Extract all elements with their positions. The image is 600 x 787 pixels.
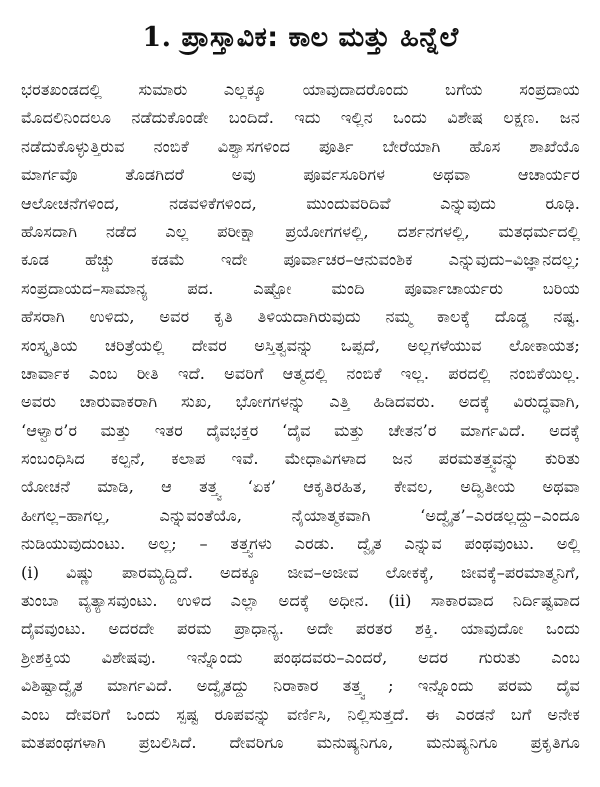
chapter-number: 1. [142, 22, 172, 53]
text-line: ನಡೆದುಕೊಳ್ಳುತ್ತಿರುವ ನಂಬಿಕೆ ವಿಶ್ವಾಸಗಳಿಂದ ಪೂರ್ತಿ ಬೇರೆಯಾಗಿ ಹೊಸ ಶಾಖೆಯೊ [21, 136, 580, 156]
chapter-heading [21, 18, 580, 66]
text-line: ಅವರು ಚಾರುವಾಕರಾಗಿ ಸುಖ, ಭೋಗಗಳನ್ನು ಎತ್ತಿ ಹಿಡಿದವರು. ಅದಕ್ಕೆ ವಿರುದ್ಧವಾಗಿ, [21, 392, 580, 412]
text-line: ತುಂಬಾ ವ್ಯತ್ಯಾಸವುಂಟು. ಉಳಿದ ಎಲ್ಲಾ ಅದಕ್ಕೆ ಅಧೀನ. (ii) ಸಾಕಾರವಾದ ನಿರ್ದಿಷ್ಟವಾದ [21, 591, 580, 611]
text-line: ಚಾರ್ವಾಕ ಎಂಬ ರೀತಿ ಇದೆ. ಅವರಿಗೆ ಆತ್ಮದಲ್ಲಿ ನಂಬಿಕೆ ಇಲ್ಲ. ಪರದಲ್ಲಿ ನಂಬಿಕೆಯಿಲ್ಲ. [21, 363, 580, 383]
text-line: ಎಂಬ ದೇವರಿಗೆ ಒಂದು ಸ್ಪಷ್ಟ ರೂಪವನ್ನು ವರ್ಣಿಸಿ, ನಿಲ್ಲಿಸುತ್ತದೆ. ಈ ಎರಡನೆ ಬಗೆ ಅನೇಕ [21, 704, 580, 724]
text-line: ಯೋಚನೆ ಮಾಡಿ, ಆ ತತ್ತ್ವ ‘ಏಕ’ ಆಕೃತಿರಹಿತ, ಕೇವಲ, ಅದ್ವಿತೀಯ ಅಥವಾ [21, 477, 580, 497]
text-line: ಹೊಸದಾಗಿ ನಡೆದ ಎಲ್ಲ ಪರೀಕ್ಷಾ ಪ್ರಯೋಗಗಳಲ್ಲಿ, ದರ್ಶನಗಳಲ್ಲಿ, ಮತಧರ್ಮದಲ್ಲಿ [21, 221, 580, 241]
text-line: ಮಾರ್ಗವೊ ತೊಡಗಿದರೆ ಅವು ಪೂರ್ವಸೂರಿಗಳ ಅಥವಾ ಆಚಾರ್ಯರ [21, 165, 580, 185]
text-line: ಕೂಡ ಹೆಚ್ಚು ಕಡಮೆ ಇದೇ ಪೂರ್ವಾಚರ–ಆನುವಂಶಿಕ ಎನ್ನುವುದು–ವಿಜ್ಞಾನದಲ್ಲ; [21, 250, 580, 270]
text-line: ಹೆಸರಾಗಿ ಉಳಿದು, ಅವರ ಕೃತಿ ತಿಳಿಯದಾಗಿರುವುದು ನಮ್ಮ ಕಾಲಕ್ಕೆ ದೊಡ್ಡ ನಷ್ಟ. [21, 307, 580, 327]
text-line: ಹೀಗಲ್ಲ–ಹಾಗಲ್ಲ, ಎನ್ನುವಂತೆಯೊ, ನೈಯಾತ್ಮಕವಾಗಿ ‘ಅದ್ವೈತ’–ಎರಡಲ್ಲದ್ದು–ಎಂದೂ [21, 505, 580, 525]
text-line: ಭರತಖಂಡದಲ್ಲಿ ಸುಮಾರು ಎಲ್ಲಕ್ಕೂ ಯಾವುದಾದರೊಂದು ಬಗೆಯ ಸಂಪ್ರದಾಯ [21, 80, 580, 99]
text-line: ಸಂಸ್ಕೃತಿಯ ಚರಿತ್ರೆಯಲ್ಲಿ ದೇವರ ಅಸ್ತಿತ್ವವನ್ನು ಒಪ್ಪದೆ, ಅಲ್ಲಗಳೆಯುವ ಲೋಕಾಯತ; [21, 335, 580, 355]
body-paragraph [21, 76, 580, 757]
text-line: ಆಲೋಚನೆಗಳಿಂದ, ನಡವಳಿಕೆಗಳಿಂದ, ಮುಂದುವರಿದಿವೆ ಎನ್ನುವುದು ರೂಢಿ. [21, 193, 580, 213]
chapter-title: ಪ್ರಾಸ್ತಾವಿಕ: ಕಾಲ ಮತ್ತು ಹಿನ್ನೆಲೆ [181, 22, 459, 53]
text-line: ಶ್ರೀಶಕ್ತಿಯ ವಿಶೇಷವು. ಇನ್ನೊಂದು ಪಂಥದವರು–ಎಂದರೆ, ಅದರ ಗುರುತು ಎಂಬ [21, 647, 580, 667]
text-line: ನುಡಿಯುವುದುಂಟು. ಅಲ್ಲ; – ತತ್ತ್ವಗಳು ಎರಡು. ದ್ವೈತ ಎನ್ನುವ ಪಂಥವುಂಟು. ಅಲ್ಲಿ [21, 534, 580, 554]
text-line: ವಿಶಿಷ್ಟಾದ್ವೈತ ಮಾರ್ಗವಿದೆ. ಅದ್ವೈತದ್ದು ನಿರಾಕಾರ ತತ್ತ್ವ ; ಇನ್ನೊಂದು ಪರಮ ದೈವ [21, 676, 580, 696]
text-line: ಸಂಪ್ರದಾಯದ–ಸಾಮಾನ್ಯ ಪದ. ಎಷ್ಟೋ ಮಂದಿ ಪೂರ್ವಾಚಾರ್ಯರು ಬರಿಯ [21, 278, 580, 298]
text-line: ಮೊದಲಿನಿಂದಲೂ ನಡೆದುಕೊಂಡೇ ಬಂದಿದೆ. ಇದು ಇಲ್ಲಿನ ಒಂದು ವಿಶೇಷ ಲಕ್ಷಣ. ಜನ [21, 108, 580, 128]
text-line: ದೈವವುಂಟು. ಅದರದೇ ಪರಮ ಪ್ರಾಧಾನ್ಯ. ಅದೇ ಪರತರ ಶಕ್ತಿ. ಯಾವುದೋ ಒಂದು [21, 619, 580, 639]
text-line: ‘ಆಳ್ವಾರ’ರ ಮತ್ತು ಇತರ ದೈವಭಕ್ತರ ‘ದೈವ ಮತ್ತು ಚೇತನ’ರ ಮಾರ್ಗವಿದೆ. ಅದಕ್ಕೆ [21, 420, 580, 440]
text-line: ಸಂಬಂಧಿಸಿದ ಕಲ್ಪನೆ, ಕಲಾಪ ಇವೆ. ಮೇಧಾವಿಗಳಾದ ಜನ ಪರಮತತ್ತ್ವವನ್ನು ಕುರಿತು [21, 449, 580, 469]
text-line: ಮತಪಂಥಗಳಾಗಿ ಪ್ರಬಲಿಸಿದೆ. ದೇವರಿಗೂ ಮನುಷ್ಯನಿಗೂ, ಮನುಷ್ಯನಿಗೂ ಪ್ರಕೃತಿಗೂ [21, 732, 580, 752]
text-line: (i) ವಿಷ್ಣು ಪಾರಮ್ಯದ್ದಿದೆ. ಅದಕ್ಕೂ ಜೀವ–ಅಜೀವ ಲೋಕಕ್ಕೆ, ಜೀವಕ್ಕೆ–ಪರಮಾತ್ಮನಿಗೆ, [21, 562, 580, 582]
